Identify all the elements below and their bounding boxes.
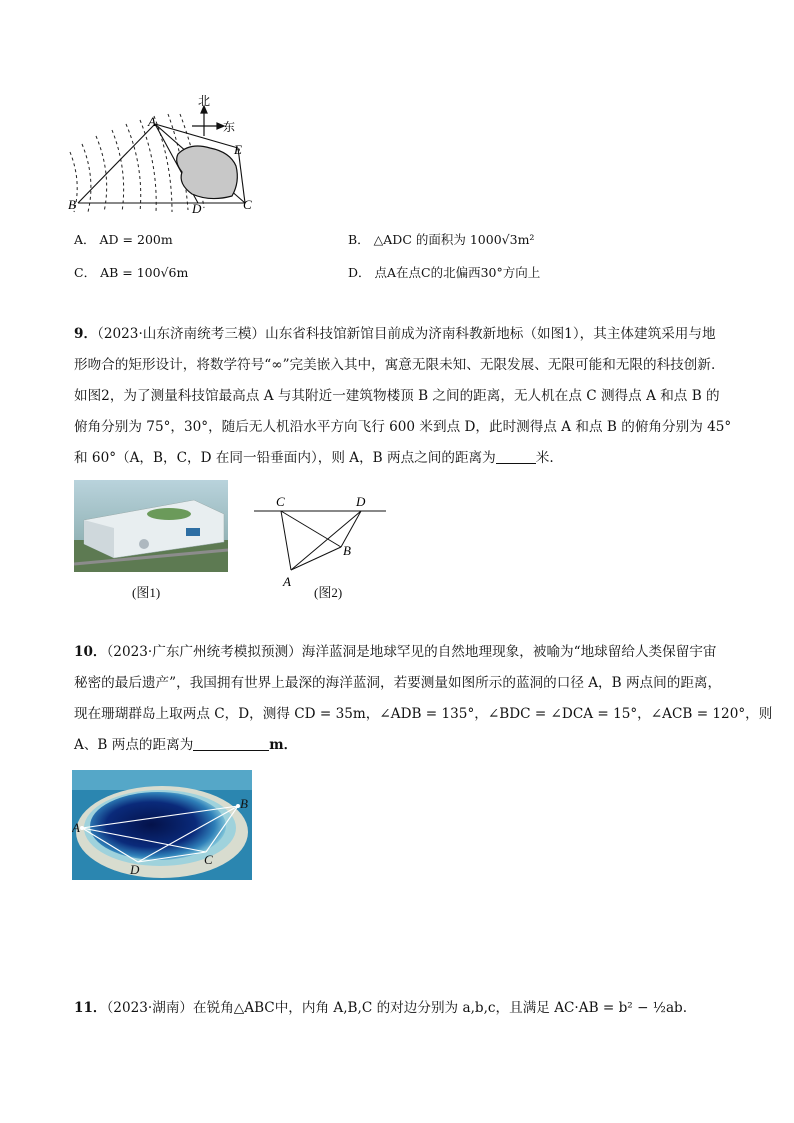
option-letter: C． [74,265,97,280]
question-line: 山东省科技馆新馆目前成为济南科教新地标（如图1），其主体建筑采用与地 [265,326,716,342]
point-label-B: B [343,543,351,558]
point-label-A: A [72,820,80,835]
question-line: 米. [535,450,554,466]
point-label-B: B [240,796,248,811]
label-north: 北 [198,94,211,108]
question-line: 在锐角△ABC中，内角 A,B,C 的对边分别为 a,b,c，且满足 AC·AB = b² − ½ab. [193,1000,688,1016]
point-label-A: A [283,574,291,589]
option-a[interactable] [74,230,173,248]
point-label-D: D [356,494,366,509]
question-number: 9． [74,326,98,342]
question-line: 和 60°（A，B，C，D 在同一铅垂面内），则 A，B 两点之间的距离为 [74,450,496,466]
blue-hole-photo [72,770,252,880]
label-east: 东 [223,120,236,134]
question-number: 10． [74,644,107,660]
option-text: AB = 100√6m [100,265,189,280]
question-line: 现在珊瑚群岛上取两点 C，D，测得 CD = 35m，∠ADB = 135°，∠BDC = ∠DCA = 15°，∠ACB = 120°，则 [74,706,773,722]
question-source: （2023·湖南） [106,1000,194,1016]
point-label-D: D [192,201,202,216]
question-number: 11． [74,1000,107,1016]
point-label-C: C [204,852,213,867]
science-museum-photo [74,480,228,572]
option-d[interactable] [348,263,540,281]
option-text: △ADC 的面积为 1000√3m² [373,232,535,247]
answer-blank[interactable] [496,449,536,464]
question-11 [74,993,734,1024]
figure-2-caption: (图2) [314,585,343,600]
option-letter: B． [348,232,370,247]
question-9 [74,319,734,474]
question-line: m． [269,737,298,753]
question-line: 形吻合的矩形设计，将数学符号“∞”完美嵌入其中，寓意无限未知、无限发展、无限可能和无限的科技创新. [74,357,716,373]
figure-2-diagram [250,490,390,590]
question-line: 俯角分别为 75°，30°，随后无人机沿水平方向飞行 600 米到点 D，此时测得点 A 和点 B 的俯角分别为 45° [74,419,732,435]
option-letter: D． [348,265,371,280]
point-label-C: C [243,197,252,212]
question-line: 海洋蓝洞是地球罕见的自然地理现象，被喻为“地球留给人类保留宇宙 [301,644,717,660]
point-label-E: E [234,142,242,157]
point-label-A: A [148,114,156,129]
compass-icon [192,106,224,136]
question-source: （2023·广东广州统考模拟预测） [106,644,302,660]
navigation-figure [60,92,270,217]
option-text: 点A在点C的北偏西30°方向上 [374,265,541,280]
question-line: 秘密的最后遗产”，我国拥有世界上最深的海洋蓝洞，若要测量如图所示的蓝洞的口径 A，B 两点间的距离， [74,675,722,691]
point-label-D: D [130,862,140,877]
point-label-B: B [68,197,76,212]
question-line: A、B 两点的距离为 [74,737,194,753]
point-label-C: C [276,494,285,509]
question-source: （2023·山东济南统考三模） [97,326,266,342]
question-10 [74,637,773,761]
option-text: AD = 200m [99,232,173,247]
question-line: 如图2，为了测量科技馆最高点 A 与其附近一建筑物楼顶 B 之间的距离，无人机在点 C 测得点 A 和点 B 的 [74,388,720,404]
answer-blank[interactable] [193,736,269,751]
figure-1-caption: (图1) [132,585,161,600]
option-b[interactable] [348,230,534,248]
option-letter: A． [74,232,96,247]
option-c[interactable] [74,263,188,281]
